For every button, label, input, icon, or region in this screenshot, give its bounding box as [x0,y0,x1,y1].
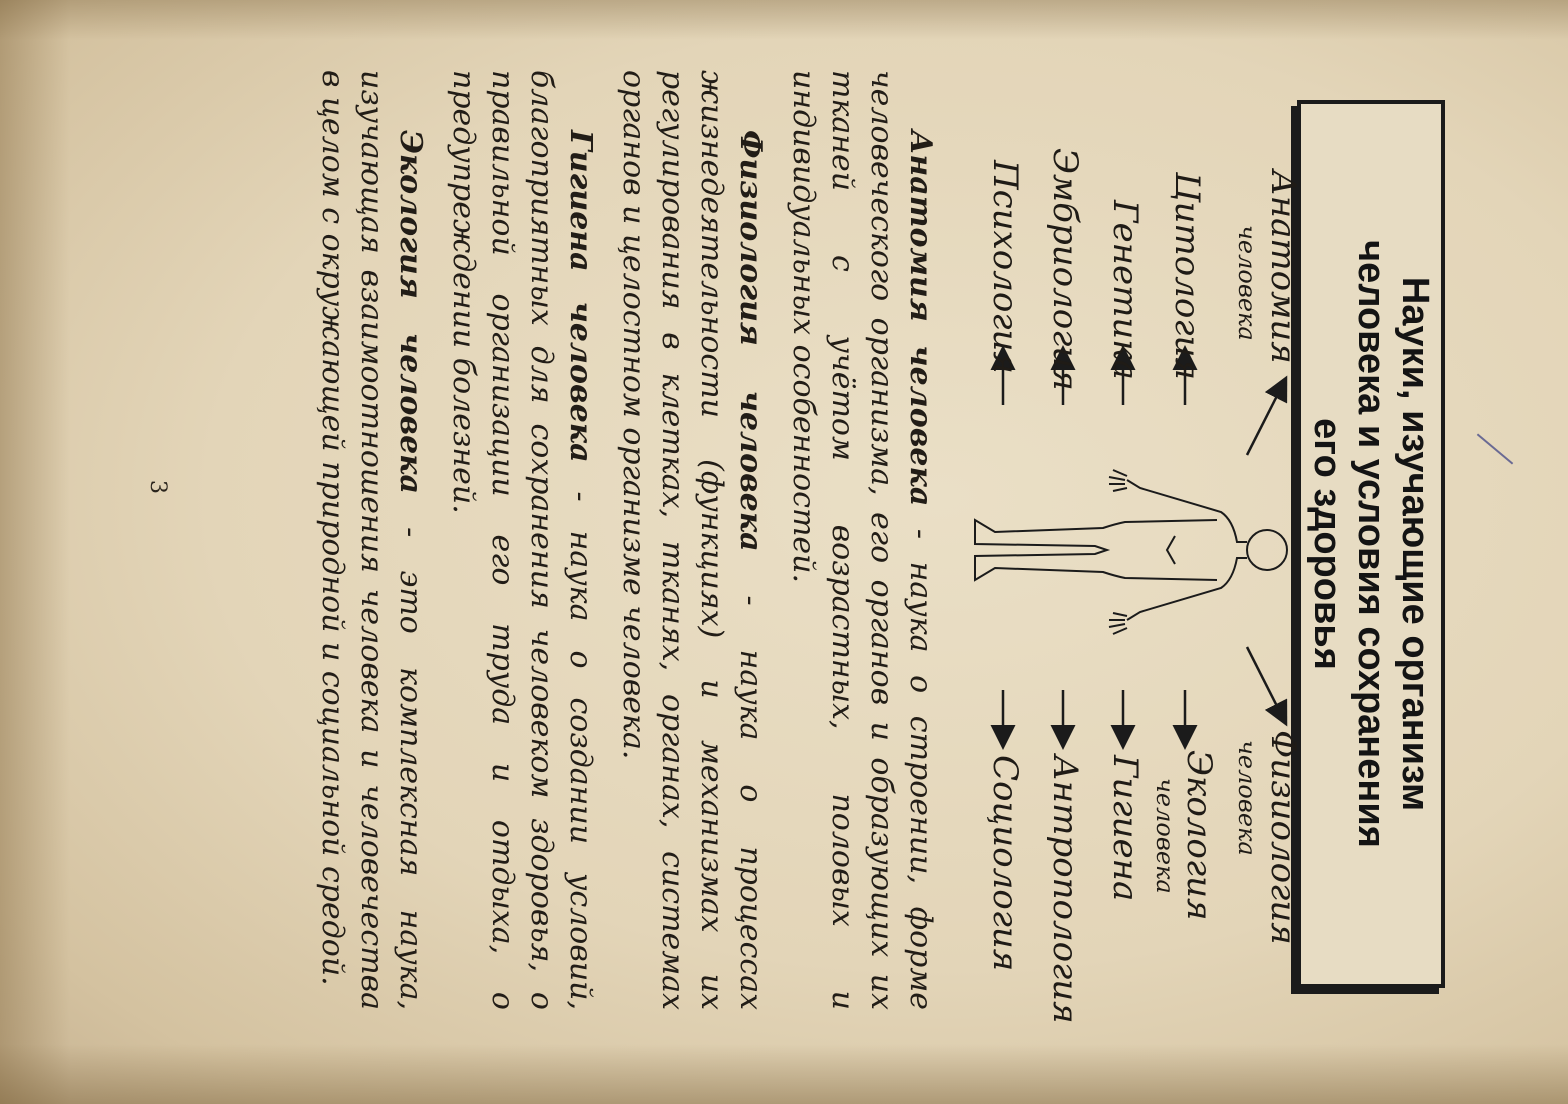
arrow-physiology [1247,647,1285,722]
definitions-text [299,70,940,1010]
pen-mark [1477,433,1514,464]
page-edge-shadow [0,0,70,1104]
right-arrows [1003,647,1285,745]
human-figure-icon [975,470,1287,634]
definition-anatomy: - наука о строении, форме человеческого организма, его органов и образующих их тканей с учётом возрастных, половых и индивидуальных особенностей. [786,70,938,1010]
label-psychology: Психология [985,160,1025,374]
title-line-2: человека и условия сохранения [1350,240,1392,848]
label-sociology: Социология [985,755,1025,972]
rotated-page-content [115,50,1445,1050]
paragraph-hygiene [444,70,600,1010]
label-embryology: Эмбриология [1045,148,1085,391]
label-hygiene: Гигиена [1105,755,1145,902]
term-physiology: Физиология человека [733,130,768,552]
page-number: 3 [145,480,170,494]
label-physiology-2: человека [1233,740,1261,856]
title-line-1: Науки, изучающие организм [1394,276,1436,812]
sciences-diagram [955,50,1303,1050]
page-top-shadow [0,0,1568,40]
label-anthropology: Антропология [1045,755,1085,1024]
paragraph-physiology [614,70,770,1010]
label-physiology-1: Физиология [1263,730,1303,945]
term-hygiene: Гигиена человека [563,130,598,463]
term-anatomy: Анатомия человека [903,130,938,507]
title-line-3: его здоровья [1306,418,1348,670]
definition-physiology: - наука о процессах жизнедеятельности (функциях) и механизмах их регулирования в клетках, тканях, органах, системах органов и целостном организме человека. [616,70,768,1010]
label-ecology-2: человека [1151,778,1179,894]
label-cytology: Цитология [1167,172,1207,380]
arrow-anatomy [1247,380,1285,455]
label-genetics: Генетика [1105,200,1145,380]
paragraph-ecology [313,70,430,1010]
paragraph-anatomy [784,70,940,1010]
title-box [1297,100,1445,988]
definition-hygiene: - наука о создании условий, благоприятных для сохранения человеком здоровья, о правильной организации его труда и отдыха, о предупреждении болезней. [446,70,598,1010]
label-anatomy-1: Анатомия [1263,170,1303,364]
label-ecology-1: Экология [1179,750,1219,921]
term-ecology: Экология человека [393,130,428,494]
label-anatomy-2: человека [1233,225,1261,341]
definition-ecology: - это комплексная наука, изучающая взаимоотношения человека и человечества в целом с окружающей природной и социальной средой. [315,70,428,1010]
page-bottom-shadow [0,1044,1568,1104]
